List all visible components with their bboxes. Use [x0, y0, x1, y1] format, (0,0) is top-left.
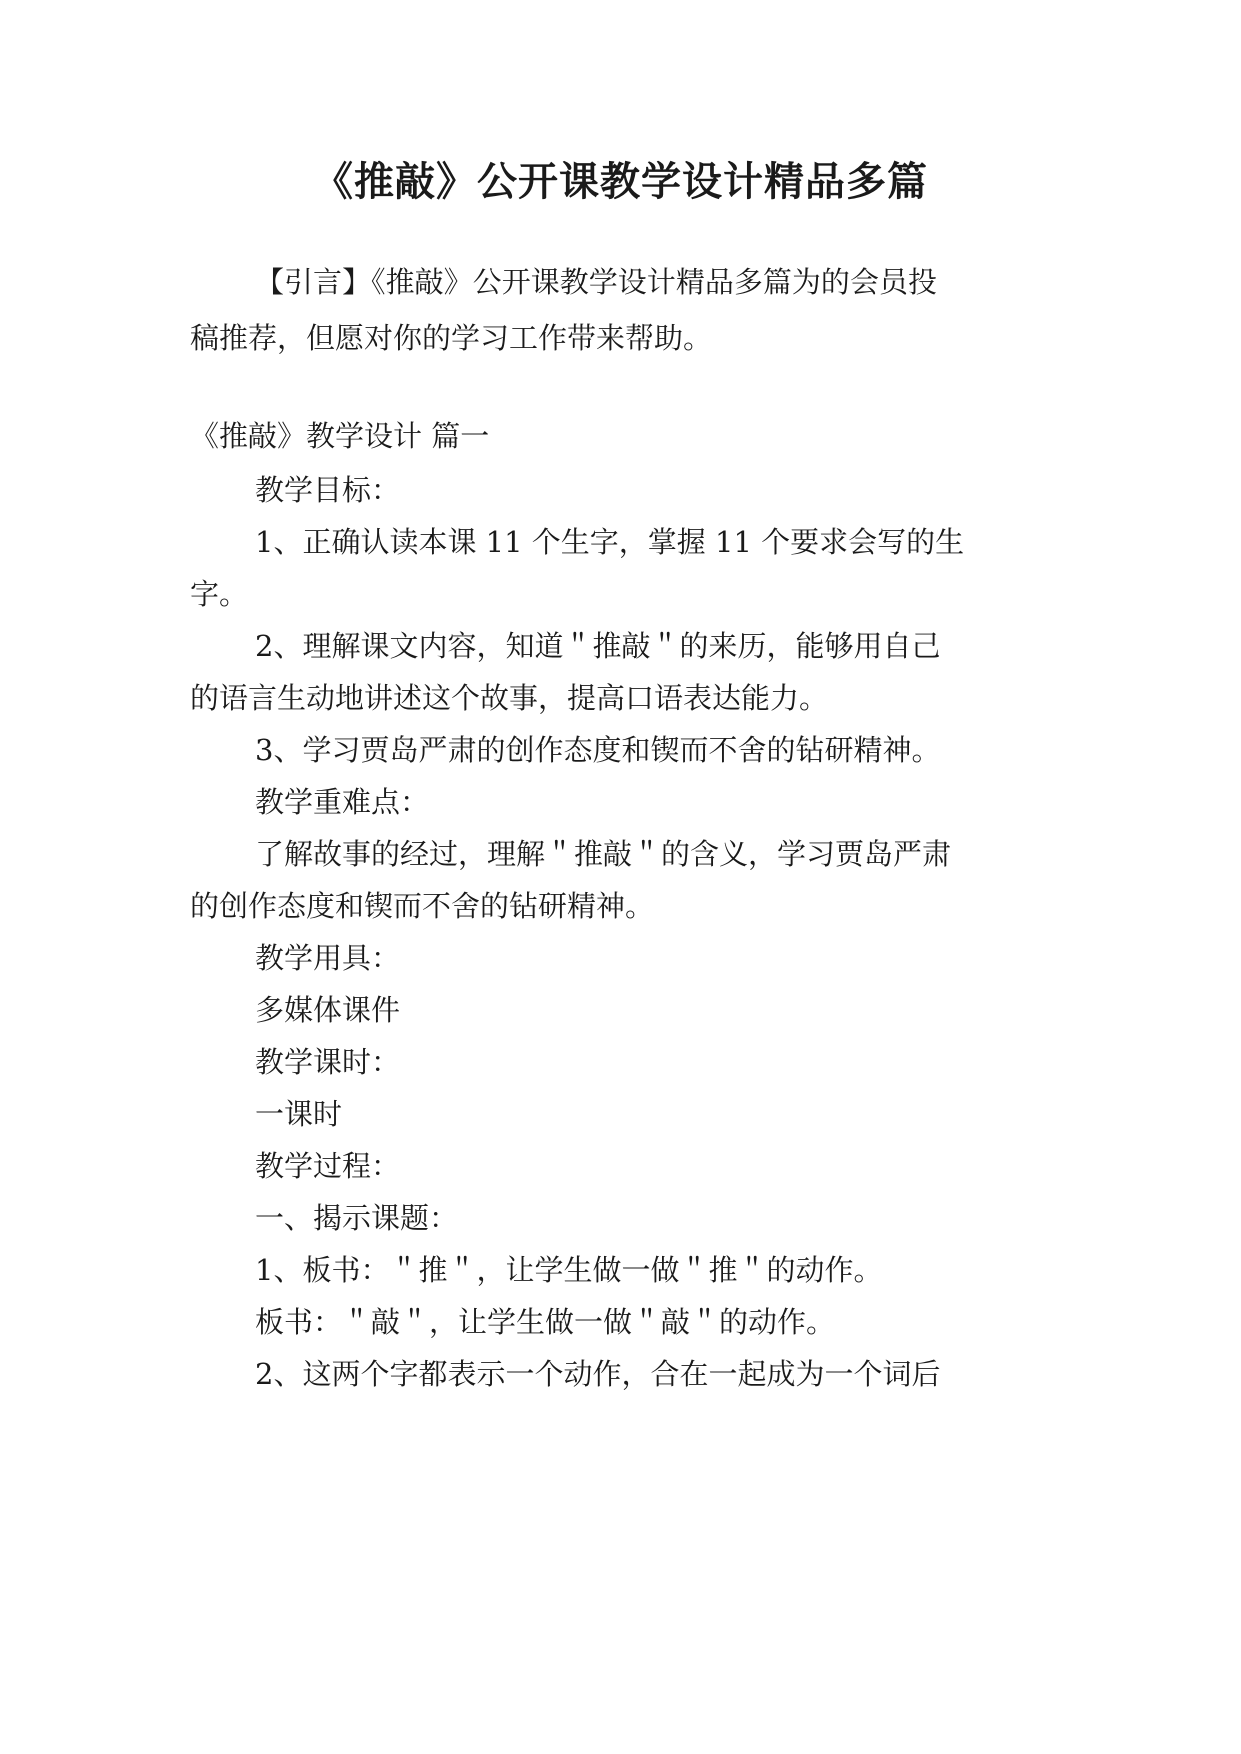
body-line: 教学目标：: [255, 473, 401, 507]
body-line: 的创作态度和锲而不舍的钻研精神。: [190, 889, 655, 923]
intro-line-1: 【引言】《推敲》公开课教学设计精品多篇为的会员投: [255, 265, 937, 299]
section-heading: 《推敲》教学设计 篇一: [190, 419, 490, 453]
body-line: 板书：＂敲＂，让学生做一做＂敲＂的动作。: [255, 1305, 836, 1339]
body-line: 3、学习贾岛严肃的创作态度和锲而不舍的钻研精神。: [255, 733, 941, 767]
body-line: 2、理解课文内容，知道＂推敲＂的来历，能够用自己: [255, 629, 941, 663]
document-title: 《推敲》公开课教学设计精品多篇: [313, 159, 928, 205]
body-line: 的语言生动地讲述这个故事，提高口语表达能力。: [190, 681, 829, 715]
body-line: 字。: [190, 577, 249, 611]
body-line: 教学用具：: [255, 941, 401, 975]
body-line: 1、正确认读本课 11 个生字，掌握 11 个要求会写的生: [255, 525, 965, 559]
body-line: 一、揭示课题：: [255, 1201, 459, 1235]
body-line: 教学过程：: [255, 1149, 401, 1183]
body-line: 了解故事的经过，理解＂推敲＂的含义，学习贾岛严肃: [255, 837, 952, 871]
body-line: 1、板书：＂推＂，让学生做一做＂推＂的动作。: [255, 1253, 883, 1287]
body-line: 教学重难点：: [255, 785, 430, 819]
body-line: 多媒体课件: [255, 993, 401, 1027]
intro-line-2: 稿推荐，但愿对你的学习工作带来帮助。: [190, 321, 713, 355]
body-line: 一课时: [255, 1097, 343, 1131]
body-line: 教学课时：: [255, 1045, 401, 1079]
body-line: 2、这两个字都表示一个动作，合在一起成为一个词后: [255, 1357, 941, 1391]
